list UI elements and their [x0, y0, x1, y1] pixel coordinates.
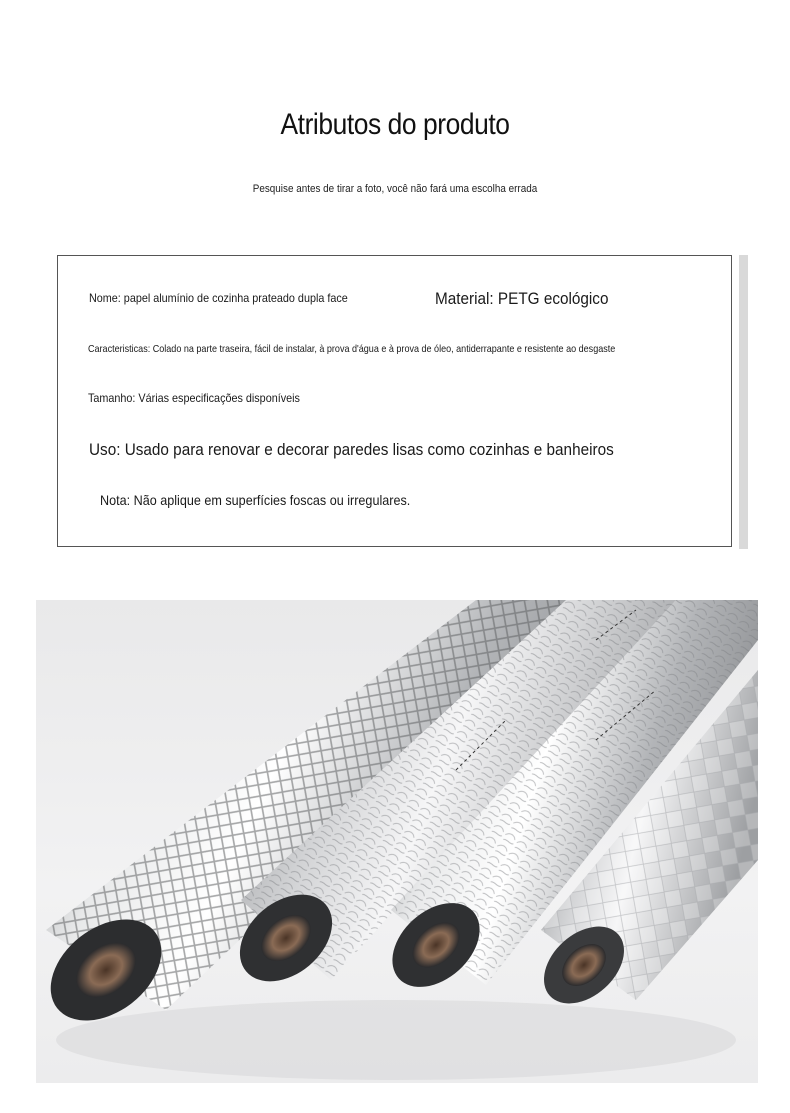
attributes-panel [57, 255, 732, 547]
product-photo [36, 600, 758, 1083]
page-title: Atributos do produto [280, 108, 510, 141]
attribute-size: Tamanho: Várias especificações disponíveis [88, 391, 300, 405]
attribute-use: Uso: Usado para renovar e decorar paredes lisas como cozinhas e banheiros [89, 440, 614, 459]
foil-rolls-image [36, 600, 758, 1083]
attribute-features: Caracteristicas: Colado na parte traseira, fácil de instalar, à prova d'água e à prova de óleo, antiderrapante e resistente ao desgaste [88, 343, 616, 355]
attribute-material: Material: PETG ecológico [435, 289, 609, 308]
page-subtitle: Pesquise antes de tirar a foto, você não fará uma escolha errada [252, 183, 538, 195]
scrollbar[interactable] [739, 255, 748, 549]
attribute-name: Nome: papel alumínio de cozinha prateado dupla face [89, 291, 348, 305]
attribute-note: Nota: Não aplique em superfícies foscas ou irregulares. [100, 492, 411, 508]
